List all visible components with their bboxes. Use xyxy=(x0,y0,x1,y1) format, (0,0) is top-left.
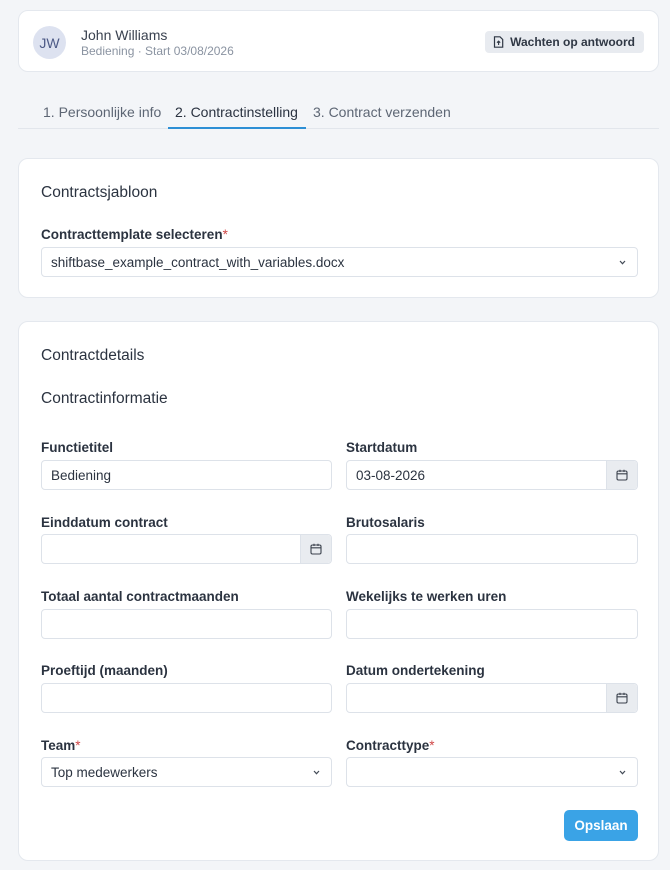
section-subtitle: Contractinformatie xyxy=(41,390,168,407)
required-mark: * xyxy=(222,227,228,242)
tab-send-contract[interactable]: 3. Contract verzenden xyxy=(313,104,451,120)
calendar-button[interactable] xyxy=(606,684,637,712)
template-select-value: shiftbase_example_contract_with_variables.docx xyxy=(51,254,345,270)
total-months-label: Totaal aantal contractmaanden xyxy=(41,589,239,604)
team-select-value: Top medewerkers xyxy=(51,764,158,780)
contract-template-card xyxy=(18,158,659,298)
template-field-label: Contracttemplate selecteren* xyxy=(41,227,228,242)
signing-date-input[interactable] xyxy=(346,683,638,713)
end-date-input[interactable] xyxy=(41,534,332,564)
weekly-hours-input[interactable] xyxy=(346,609,638,639)
employee-name: John Williams xyxy=(81,27,168,43)
calendar-icon xyxy=(616,692,628,704)
team-label: Team* xyxy=(41,738,81,753)
save-button[interactable]: Opslaan xyxy=(564,810,638,841)
start-date-input[interactable] xyxy=(346,460,638,490)
employee-header-card xyxy=(18,10,659,72)
probation-input[interactable] xyxy=(41,683,332,713)
end-date-label: Einddatum contract xyxy=(41,515,168,530)
gross-salary-label: Brutosalaris xyxy=(346,515,425,530)
job-title-value: Bediening xyxy=(51,467,112,483)
team-select[interactable] xyxy=(41,757,332,787)
section-title: Contractsjabloon xyxy=(41,184,158,201)
required-mark: * xyxy=(75,738,81,753)
status-label: Wachten op antwoord xyxy=(510,35,635,49)
tab-contract-settings[interactable]: 2. Contractinstelling xyxy=(175,104,298,120)
contract-details-card xyxy=(18,321,659,861)
avatar: JW xyxy=(33,26,66,59)
step-tabs xyxy=(18,96,659,129)
required-mark: * xyxy=(429,738,435,753)
job-title-input[interactable] xyxy=(41,460,332,490)
start-date-label: Startdatum xyxy=(346,440,418,455)
chevron-down-icon xyxy=(618,768,627,777)
probation-label: Proeftijd (maanden) xyxy=(41,663,168,678)
employee-subtitle: Bediening · Start 03/08/2026 xyxy=(81,44,234,58)
contract-type-label: Contracttype* xyxy=(346,738,435,753)
signing-date-label: Datum ondertekening xyxy=(346,663,485,678)
active-tab-indicator xyxy=(168,127,306,129)
document-icon xyxy=(493,36,504,48)
weekly-hours-label: Wekelijks te werken uren xyxy=(346,589,507,604)
job-title-label: Functietitel xyxy=(41,440,114,455)
total-months-input[interactable] xyxy=(41,609,332,639)
start-date-value: 03-08-2026 xyxy=(356,467,426,483)
status-badge[interactable] xyxy=(485,31,644,53)
section-title: Contractdetails xyxy=(41,347,145,364)
chevron-down-icon xyxy=(312,768,321,777)
contract-type-select[interactable] xyxy=(346,757,638,787)
template-select[interactable] xyxy=(41,247,638,277)
calendar-button[interactable] xyxy=(300,535,331,563)
tab-personal-info[interactable]: 1. Persoonlijke info xyxy=(43,104,162,120)
chevron-down-icon xyxy=(618,258,627,267)
calendar-icon xyxy=(616,469,628,481)
calendar-button[interactable] xyxy=(606,461,637,489)
gross-salary-input[interactable] xyxy=(346,534,638,564)
calendar-icon xyxy=(310,543,322,555)
